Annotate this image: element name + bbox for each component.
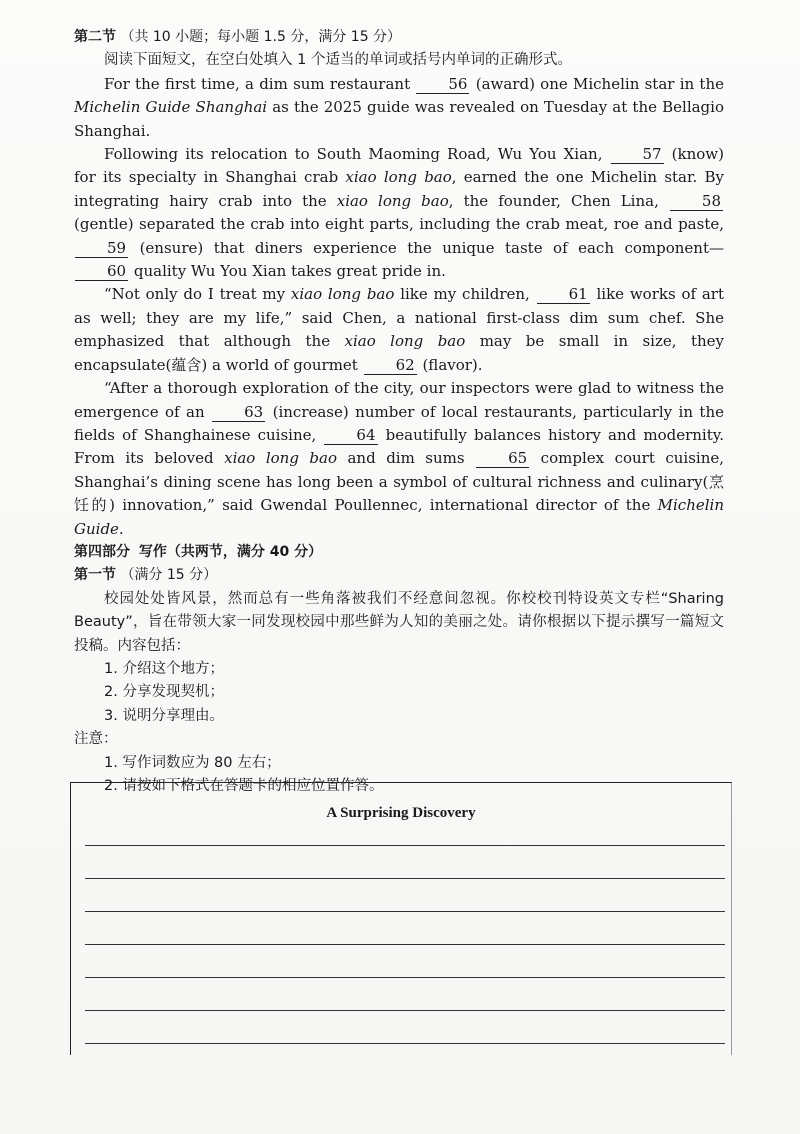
notes-heading: 注意： (74, 731, 118, 748)
blank-64[interactable]: 64 (324, 426, 377, 445)
note-item-2: 2. 请按如下格式在答题卡的相应位置作答。 (104, 778, 384, 794)
paragraph-1: For the first time, a dim sum restaurant 56 (award) one Michelin star in the Michelin Guide Shanghai as the 2025 guide was revealed on Tuesday at the Bellagio Shanghai. (74, 74, 724, 140)
writing-line-7[interactable] (85, 1043, 725, 1044)
paragraph-2: Following its relocation to South Maoming Road, Wu You Xian, 57 (know) for its specialty in Shanghai crab xiao long bao, earned the one Michelin star. By integrating hairy crab into the xiao long bao, the founder, Chen Lina, 58 (gentle) separated the crab into eight parts, including the crab meat, roe and paste, 59 (ensure) that diners experience the unique taste of each component— 60 quality Wu You Xian takes great pride in. (74, 145, 725, 281)
blank-65[interactable]: 65 (476, 449, 529, 468)
section2-heading (74, 26, 724, 49)
part4-title: 第四部分 (74, 543, 130, 560)
section2-instruction: 阅读下面短文，在空白处填入 1 个适当的单词或括号内单词的正确形式。 (104, 52, 572, 69)
writing-line-3[interactable] (85, 911, 725, 912)
blank-61[interactable]: 61 (537, 285, 590, 304)
blank-60[interactable]: 60 (75, 262, 128, 281)
essay-title: A Surprising Discovery (326, 805, 476, 821)
writing-section1-title: 第一节 (74, 567, 116, 584)
writing-section1-heading (74, 564, 724, 587)
paragraph-3: “Not only do I treat my xiao long bao like my children, 61 like works of art as well; they are my life,” said Chen, a national first-class dim sum chef. She emphasized that although the xiao long bao may be small in size, they encapsulate(蕴含) a world of gourmet 62 (flavor). (74, 285, 724, 374)
blank-57[interactable]: 57 (611, 145, 664, 164)
writing-section1-note: （满分 15 分） (120, 567, 218, 584)
answer-box[interactable] (70, 782, 732, 1055)
part4-heading (74, 541, 724, 564)
writing-prompt: 校园处处皆风景，然而总有一些角落被我们不经意间忽视。你校校刊特设英文专栏“Sharing Beauty”，旨在带领大家一同发现校园中那些鲜为人知的美丽之处。请你根据以下提示撰写一篇短文投稿。内容包括： (74, 590, 724, 654)
paragraph-4: “After a thorough exploration of the city, our inspectors were glad to witness the emergence of an 63 (increase) number of local restaurants, particularly in the fields of Shanghainese cuisine, 64 beautifully balances history and modernity. From its beloved xiao long bao and dim sums 65 complex court cuisine, Shanghai’s dining scene has long been a symbol of cultural richness and culinary(烹饪的) innovation,” said Gwendal Poullennec, international director of the Michelin Guide. (74, 379, 725, 538)
writing-line-5[interactable] (85, 977, 725, 978)
part4-note: 写作（共两节，满分 40 分） (138, 543, 323, 560)
blank-56[interactable]: 56 (416, 75, 469, 94)
blank-58[interactable]: 58 (670, 192, 723, 211)
blank-63[interactable]: 63 (212, 403, 265, 422)
writing-line-1[interactable] (85, 845, 725, 846)
prompt-item-1: 1. 介绍这个地方； (104, 660, 224, 677)
prompt-list (74, 658, 724, 728)
prompt-item-2: 2. 分享发现契机； (104, 684, 224, 701)
section2-title: 第二节 (74, 29, 116, 45)
writing-line-6[interactable] (85, 1010, 725, 1011)
section2-note: （共 10 小题；每小题 1.5 分，满分 15 分） (120, 29, 402, 45)
note-item-1: 1. 写作词数应为 80 左右； (104, 754, 281, 771)
writing-line-4[interactable] (85, 944, 725, 945)
blank-59[interactable]: 59 (75, 239, 128, 258)
exam-content (74, 26, 724, 798)
blank-62[interactable]: 62 (364, 356, 417, 375)
writing-line-2[interactable] (85, 878, 725, 879)
prompt-item-3: 3. 说明分享理由。 (104, 707, 224, 724)
